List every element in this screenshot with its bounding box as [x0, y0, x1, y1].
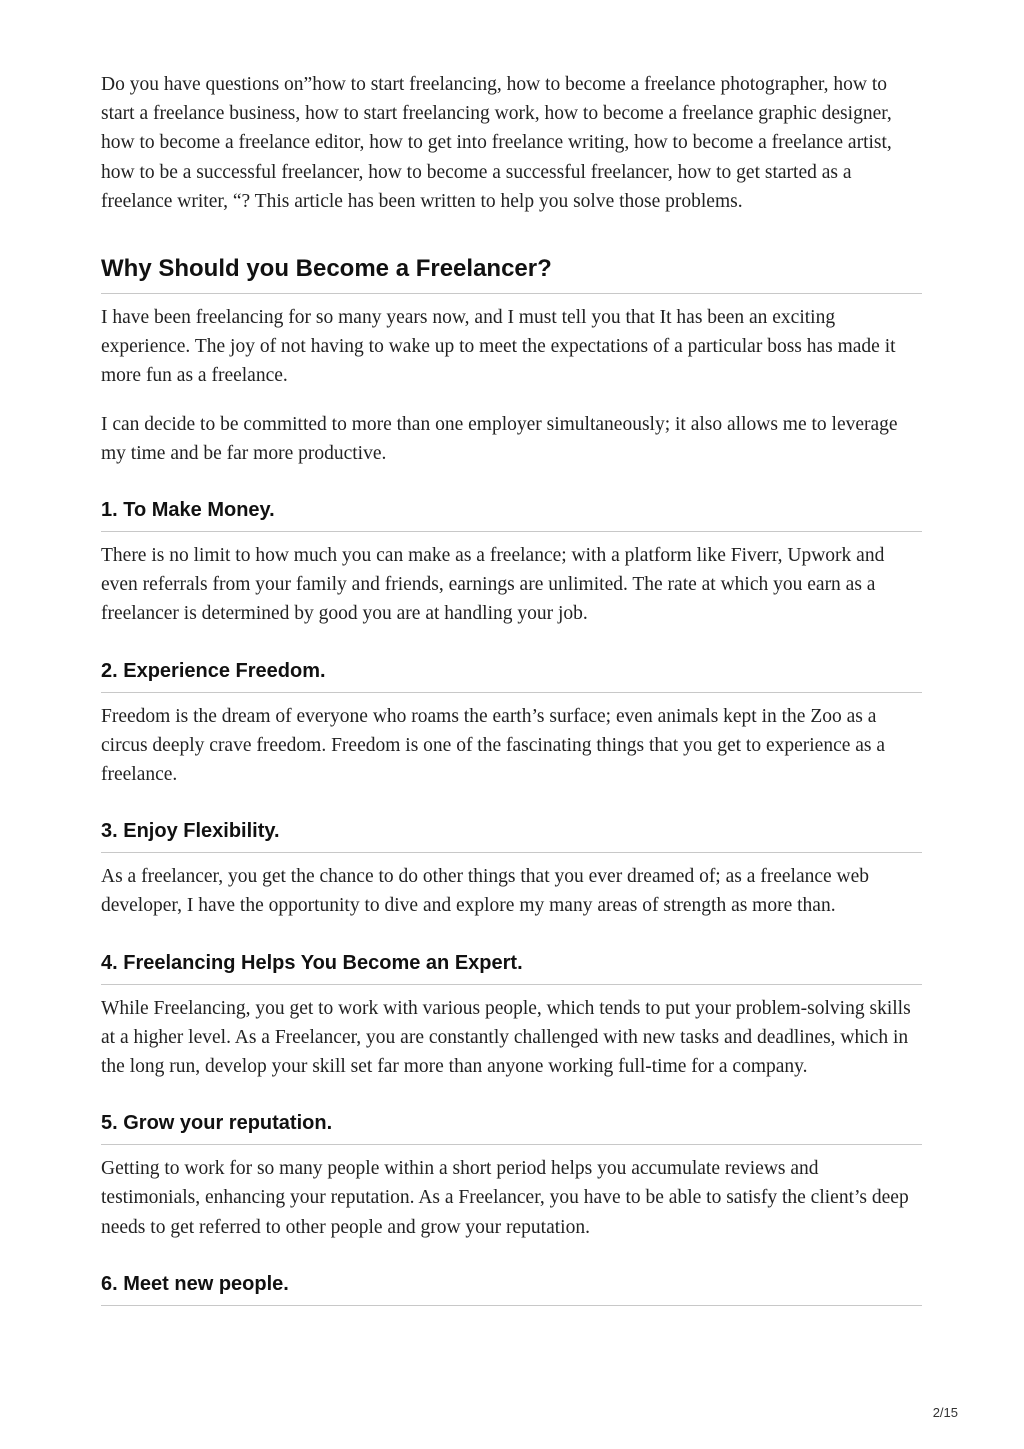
section-heading-freedom: 2. Experience Freedom. [101, 657, 922, 693]
section-body-make-money: There is no limit to how much you can make as a freelance; with a platform like Fiverr, Upwork and even referrals from your family and friends, earnings are unlimited. The rate at which you earn as a freelancer is determined by good you are at handling your job. [101, 545, 885, 625]
document-page [101, 70, 922, 1306]
intro-paragraph: Do you have questions on”how to start freelancing, how to become a freelance photographer, how to start a freelance business, how to start freelancing work, how to become a freelance graphic designer, how to become a freelance editor, how to get into freelance writing, how to become a freelance artist, how to be a successful freelancer, how to become a successful freelancer, how to get started as a freelance writer, “? This article has been written to help you solve those problems. [101, 74, 892, 212]
page-number: 2/15 [932, 1405, 958, 1420]
section-body-freedom: Freedom is the dream of everyone who roams the earth’s surface; even animals kept in the Zoo as a circus deeply crave freedom. Freedom is one of the fascinating things that you get to experience as a freelance. [101, 705, 886, 786]
why-heading: Why Should you Become a Freelancer? [101, 253, 922, 294]
section-heading-flexibility: 3. Enjoy Flexibility. [101, 817, 922, 853]
why-paragraph-1: I have been freelancing for so many years now, and I must tell you that It has been an exciting experience. The joy of not having to wake up to meet the expectations of a particular boss has made it more fun as a freelance. [101, 307, 896, 387]
why-paragraph-2: I can decide to be committed to more than one employer simultaneously; it also allows me to leverage my time and be far more productive. [101, 413, 898, 464]
section-heading-expert: 4. Freelancing Helps You Become an Expert. [101, 949, 922, 985]
section-body-expert: While Freelancing, you get to work with various people, which tends to put your problem-solving skills at a higher level. As a Freelancer, you are constantly challenged with new tasks and deadlines, which in the long run, develop your skill set far more than anyone working full-time for a company. [101, 997, 911, 1078]
section-heading-reputation: 5. Grow your reputation. [101, 1109, 922, 1145]
section-heading-make-money: 1. To Make Money. [101, 496, 922, 532]
section-body-reputation: Getting to work for so many people within a short period helps you accumulate reviews and testimonials, enhancing your reputation. As a Freelancer, you have to be able to satisfy the client’s deep needs to get referred to other people and grow your reputation. [101, 1158, 909, 1238]
section-heading-meet-people: 6. Meet new people. [101, 1270, 922, 1306]
section-body-flexibility: As a freelancer, you get the chance to do other things that you ever dreamed of; as a freelance web developer, I have the opportunity to dive and explore my many areas of strength as more than. [101, 866, 870, 917]
